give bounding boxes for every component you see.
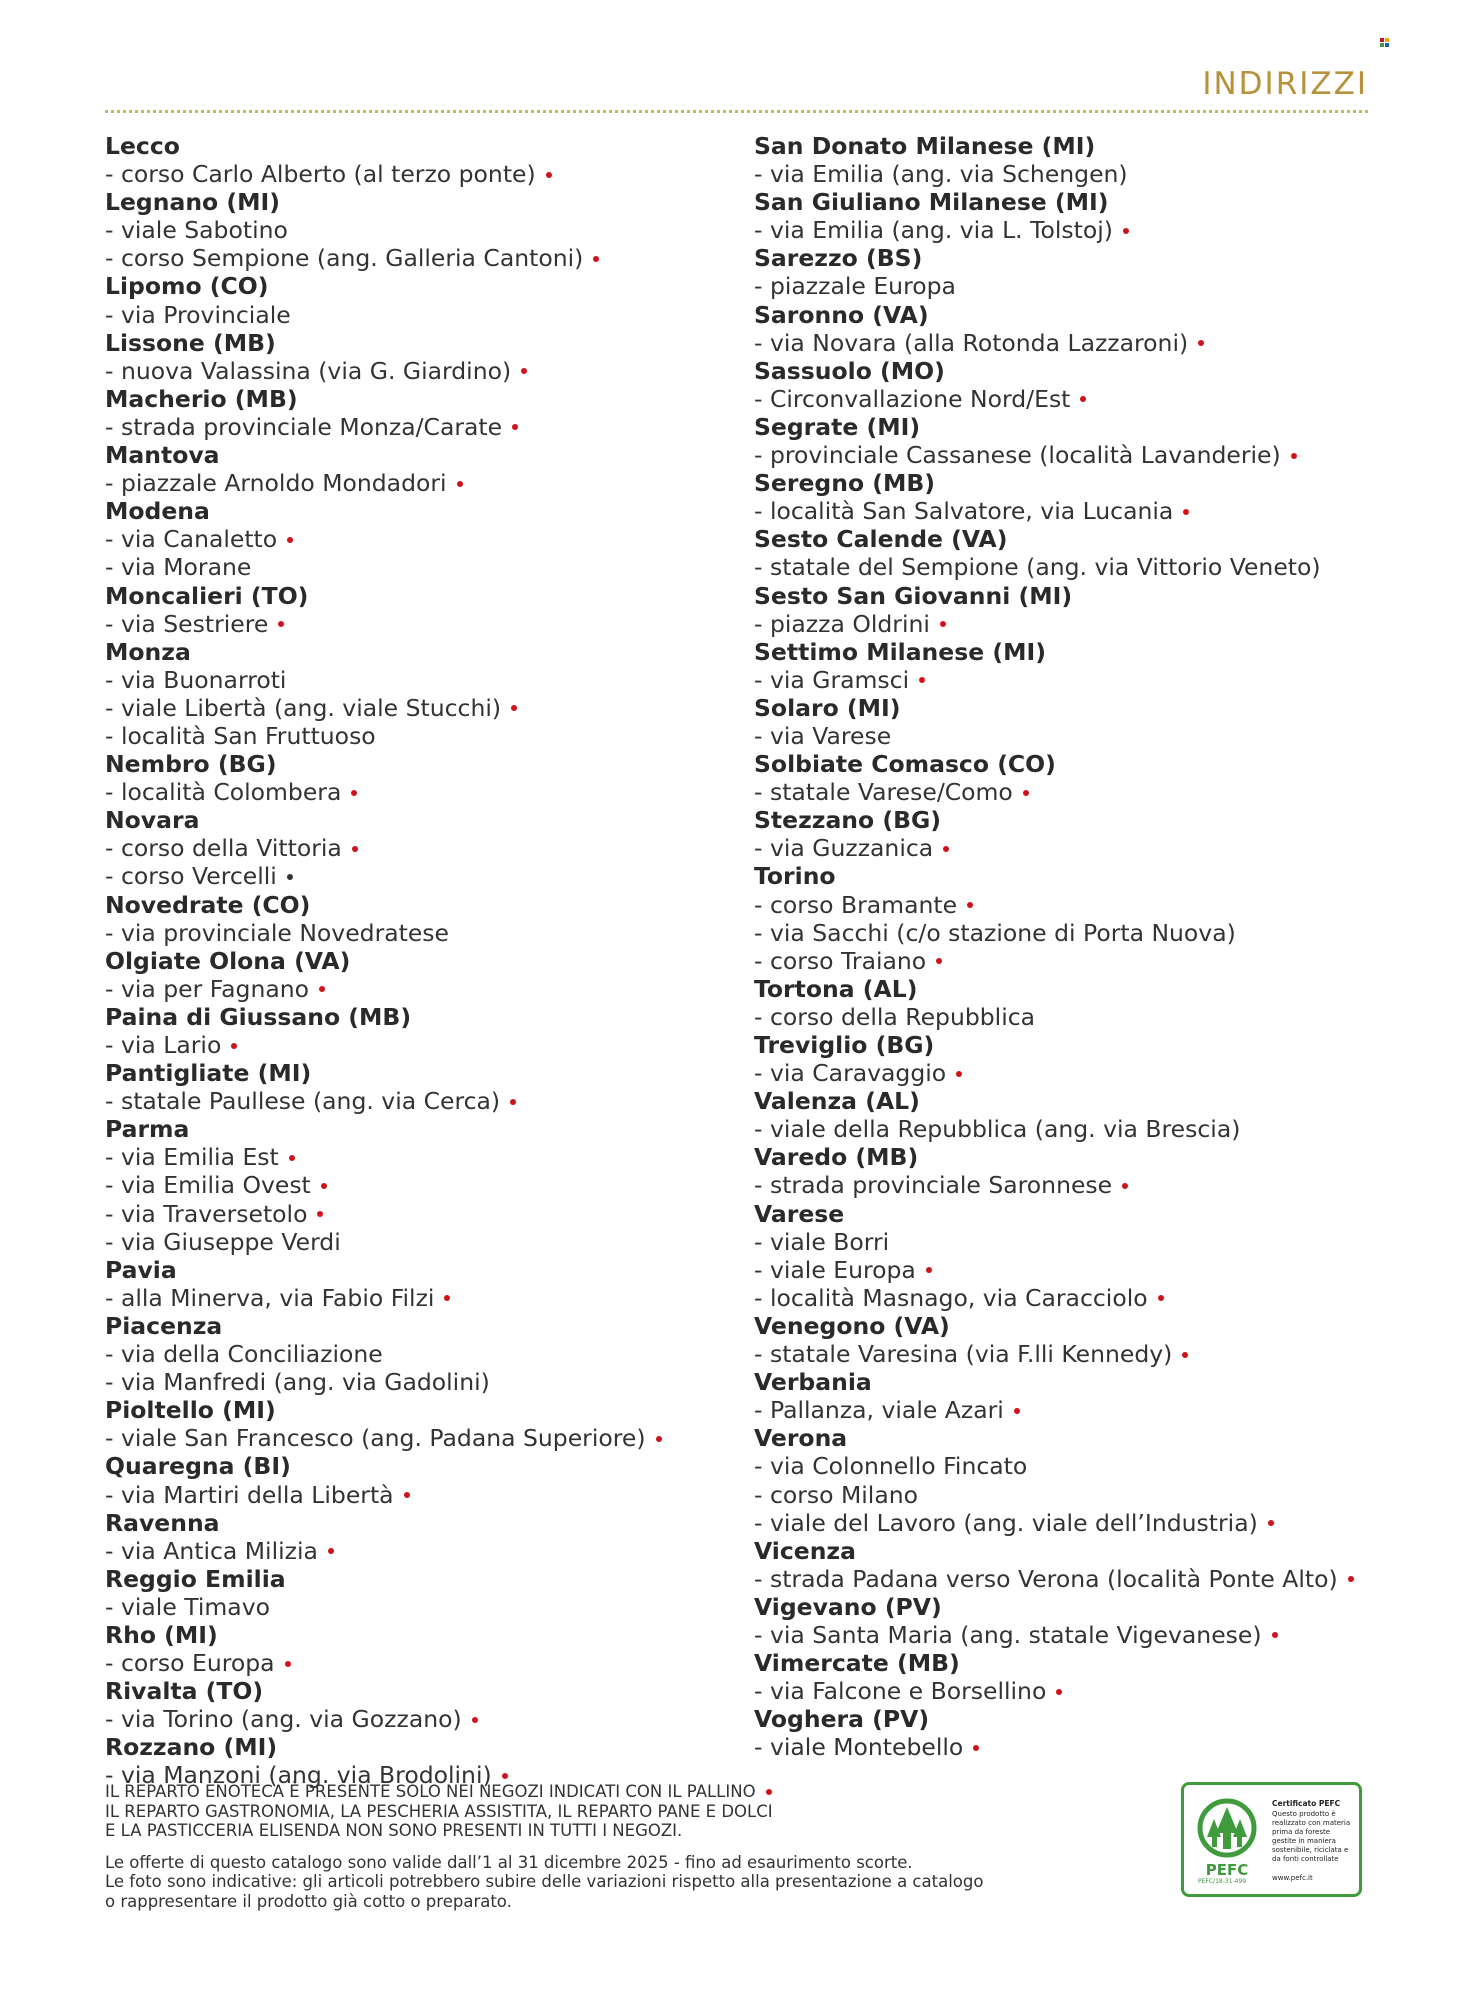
city-name: Sarezzo (BS) xyxy=(754,244,923,273)
store-address: - via Canaletto xyxy=(105,525,765,553)
city-name: Verbania xyxy=(754,1368,872,1397)
city-name: Macherio (MB) xyxy=(105,384,298,413)
red-dot-icon xyxy=(285,1661,291,1667)
store-address: - via Santa Maria (ang. statale Vigevanese) xyxy=(754,1621,1414,1649)
store-address: - via Sestriere xyxy=(105,610,765,638)
store-address: - via Manzoni (ang. via Brodolini) xyxy=(105,1761,765,1789)
store-address: - statale del Sempione (ang. via Vittorio Veneto) xyxy=(754,553,1321,582)
city-name: Lissone (MB) xyxy=(105,328,276,357)
store-address: - viale San Francesco (ang. Padana Superiore) xyxy=(105,1424,765,1452)
store-address: - statale Varesina (via F.lli Kennedy) xyxy=(754,1340,1414,1368)
store-address: - provinciale Cassanese (località Lavanderie) xyxy=(754,441,1414,469)
red-dot-icon xyxy=(444,1295,450,1301)
city-name: Settimo Milanese (MI) xyxy=(754,637,1046,666)
red-dot-icon xyxy=(1291,453,1297,459)
city-name: Moncalieri (TO) xyxy=(105,581,309,610)
footer-note: E LA PASTICCERIA ELISENDA NON SONO PRESENTI IN TUTTI I NEGOZI. xyxy=(105,1821,683,1840)
address-column-left xyxy=(105,132,765,1790)
city-name: Ravenna xyxy=(105,1508,220,1537)
store-address: - via Provinciale xyxy=(105,300,291,329)
city-name: Legnano (MI) xyxy=(105,188,280,217)
store-address: - via per Fagnano xyxy=(105,975,765,1003)
red-dot-icon xyxy=(1056,1689,1062,1695)
red-dot-icon xyxy=(919,677,925,683)
store-address: - via Guzzanica xyxy=(754,834,1414,862)
footer-disclaimer: Le offerte di questo catalogo sono valide dall’1 al 31 dicembre 2025 - fino ad esaurimento scorte. xyxy=(105,1852,913,1872)
red-dot-icon xyxy=(1080,396,1086,402)
store-address: - via Emilia (ang. via L. Tolstoj) xyxy=(754,216,1414,244)
red-dot-icon xyxy=(511,705,517,711)
red-dot-icon xyxy=(1198,340,1204,346)
city-name: Treviglio (BG) xyxy=(754,1031,935,1059)
city-name: Stezzano (BG) xyxy=(754,806,942,835)
address-column-right xyxy=(754,132,1414,1761)
red-dot-icon xyxy=(319,986,325,992)
store-address: - via Antica Milizia xyxy=(105,1537,765,1565)
city-name: Olgiate Olona (VA) xyxy=(105,946,351,975)
store-address: - viale del Lavoro (ang. viale dell’Industria) xyxy=(754,1509,1414,1537)
store-address: - via Sacchi (c/o stazione di Porta Nuova) xyxy=(754,918,1236,947)
city-name: Novara xyxy=(105,806,200,835)
red-dot-icon xyxy=(457,481,463,487)
store-address: - piazza Oldrini xyxy=(754,610,1414,638)
city-name: Varedo (MB) xyxy=(754,1143,919,1172)
store-address: - corso Milano xyxy=(754,1480,919,1509)
city-name: Modena xyxy=(105,497,210,526)
store-address: - via Emilia Est xyxy=(105,1143,765,1171)
red-dot-icon xyxy=(472,1717,478,1723)
red-dot-icon xyxy=(1123,228,1129,234)
red-dot-icon xyxy=(1014,1408,1020,1414)
store-address: - viale Europa xyxy=(754,1256,1414,1284)
red-dot-icon xyxy=(1268,1520,1274,1526)
store-address: - via provinciale Novedratese xyxy=(105,918,450,947)
pefc-code: PEFC/18-31-499 xyxy=(1198,1878,1247,1885)
city-name: Sesto Calende (VA) xyxy=(754,525,1008,554)
red-dot-icon xyxy=(593,256,599,262)
pefc-body: Questo prodotto è realizzato con materia prima da foreste gestite in maniera sostenibile, riciclata e da fonti controllate xyxy=(1272,1810,1351,1863)
store-address: - via Lario xyxy=(105,1031,765,1059)
store-address: - viale Sabotino xyxy=(105,216,288,245)
store-address: - corso della Repubblica xyxy=(754,1002,1036,1031)
red-dot-icon xyxy=(546,172,552,178)
store-address: - via della Conciliazione xyxy=(105,1340,383,1369)
red-dot-icon xyxy=(231,1043,237,1049)
city-name: Pavia xyxy=(105,1255,177,1284)
city-name: Rho (MI) xyxy=(105,1620,218,1649)
city-name: Parma xyxy=(105,1115,190,1144)
store-address: - corso della Vittoria xyxy=(105,834,765,862)
store-address: - località San Fruttuoso xyxy=(105,721,376,750)
footer-note: IL REPARTO GASTRONOMIA, LA PESCHERIA ASSISTITA, IL REPARTO PANE E DOLCI xyxy=(105,1801,773,1821)
store-address: - via Gramsci xyxy=(754,666,1414,694)
red-dot-icon xyxy=(404,1492,410,1498)
store-address: - via Emilia Ovest xyxy=(105,1171,765,1199)
city-name: San Donato Milanese (MI) xyxy=(754,132,1096,160)
city-name: Rozzano (MI) xyxy=(105,1733,278,1762)
red-dot-icon xyxy=(278,621,284,627)
city-name: Solaro (MI) xyxy=(754,693,901,722)
city-name: Pantigliate (MI) xyxy=(105,1059,312,1088)
red-dot-icon xyxy=(521,368,527,374)
store-address: - via Colonnello Fincato xyxy=(754,1452,1028,1481)
red-dot-icon xyxy=(289,1155,295,1161)
red-dot-icon xyxy=(317,1211,323,1217)
city-name: Reggio Emilia xyxy=(105,1564,286,1593)
red-dot-icon xyxy=(510,1099,516,1105)
city-name: Tortona (AL) xyxy=(754,974,918,1003)
red-dot-icon xyxy=(1122,1183,1128,1189)
store-address: - località Masnago, via Caracciolo xyxy=(754,1284,1414,1312)
city-name: Monza xyxy=(105,637,191,666)
divider xyxy=(105,110,1368,113)
store-address: - piazzale Europa xyxy=(754,272,956,301)
store-address: - corso Traiano xyxy=(754,947,1414,975)
city-name: Vigevano (PV) xyxy=(754,1592,942,1621)
city-name: Voghera (PV) xyxy=(754,1705,930,1734)
city-name: Paina di Giussano (MB) xyxy=(105,1002,412,1031)
pefc-tree-logo-icon xyxy=(1196,1797,1258,1887)
red-dot-icon xyxy=(287,537,293,543)
city-name: Saronno (VA) xyxy=(754,300,929,329)
red-dot-icon xyxy=(512,424,518,430)
red-dot-icon xyxy=(1272,1632,1278,1638)
city-name: Seregno (MB) xyxy=(754,469,936,498)
red-dot-icon xyxy=(1023,790,1029,796)
store-address: - località San Salvatore, via Lucania xyxy=(754,497,1414,525)
store-address: - via Falcone e Borsellino xyxy=(754,1677,1414,1705)
red-dot-icon xyxy=(936,958,942,964)
store-address: - strada Padana verso Verona (località Ponte Alto) xyxy=(754,1565,1414,1593)
city-name: Sassuolo (MO) xyxy=(754,356,945,385)
store-address: - corso Vercelli xyxy=(105,862,765,890)
store-address: - alla Minerva, via Fabio Filzi xyxy=(105,1284,765,1312)
footer-disclaimer: o rappresentare il prodotto già cotto o preparato. xyxy=(105,1891,512,1911)
footer-note: IL REPARTO ENOTECA È PRESENTE SOLO NEI NEGOZI INDICATI CON IL PALLINO xyxy=(105,1782,1145,1802)
store-address: - via Traversetolo xyxy=(105,1200,765,1228)
red-dot-icon xyxy=(321,1183,327,1189)
red-dot-icon xyxy=(352,846,358,852)
store-address: - via Torino (ang. via Gozzano) xyxy=(105,1705,765,1733)
footer-notes xyxy=(105,1782,1145,1911)
pefc-certification-badge xyxy=(1181,1782,1362,1897)
red-dot-icon xyxy=(766,1789,772,1795)
red-dot-icon xyxy=(926,1267,932,1273)
pefc-title: Certificato PEFC xyxy=(1272,1799,1341,1808)
store-address: - corso Carlo Alberto (al terzo ponte) xyxy=(105,160,765,188)
store-address: - Circonvallazione Nord/Est xyxy=(754,385,1414,413)
store-address: - via Emilia (ang. via Schengen) xyxy=(754,160,1128,189)
red-dot-icon xyxy=(973,1745,979,1751)
store-address: - via Martiri della Libertà xyxy=(105,1481,765,1509)
store-address: - via Manfredi (ang. via Gadolini) xyxy=(105,1368,490,1397)
store-address: - via Buonarroti xyxy=(105,665,287,694)
store-address: - via Caravaggio xyxy=(754,1059,1414,1087)
store-address: - strada provinciale Saronnese xyxy=(754,1171,1414,1199)
city-name: Sesto San Giovanni (MI) xyxy=(754,581,1073,610)
store-address: - località Colombera xyxy=(105,778,765,806)
red-dot-icon xyxy=(1182,1352,1188,1358)
city-name: Lecco xyxy=(105,132,180,160)
brand-mark-icon xyxy=(1380,38,1389,47)
city-name: Novedrate (CO) xyxy=(105,890,311,919)
city-name: Lipomo (CO) xyxy=(105,272,269,301)
red-dot-icon xyxy=(956,1071,962,1077)
store-address: - piazzale Arnoldo Mondadori xyxy=(105,469,765,497)
pefc-url: www.pefc.it xyxy=(1272,1874,1313,1882)
city-name: Verona xyxy=(754,1424,848,1453)
store-address: - viale Libertà (ang. viale Stucchi) xyxy=(105,694,765,722)
store-address: - statale Paullese (ang. via Cerca) xyxy=(105,1087,765,1115)
city-name: Vicenza xyxy=(754,1536,856,1565)
red-dot-icon xyxy=(351,790,357,796)
red-dot-icon xyxy=(656,1436,662,1442)
city-name: Vimercate (MB) xyxy=(754,1649,960,1678)
city-name: Rivalta (TO) xyxy=(105,1677,264,1706)
city-name: Pioltello (MI) xyxy=(105,1396,276,1425)
store-address: - strada provinciale Monza/Carate xyxy=(105,413,765,441)
city-name: Piacenza xyxy=(105,1311,223,1340)
red-dot-icon xyxy=(967,902,973,908)
store-address: - Pallanza, viale Azari xyxy=(754,1396,1414,1424)
red-dot-icon xyxy=(328,1548,334,1554)
store-address: - nuova Valassina (via G. Giardino) xyxy=(105,357,765,385)
page-title: INDIRIZZI xyxy=(1202,66,1368,102)
store-address: - via Varese xyxy=(754,721,892,750)
city-name: Solbiate Comasco (CO) xyxy=(754,750,1056,779)
store-address: - via Giuseppe Verdi xyxy=(105,1227,341,1256)
dark-dot-icon xyxy=(287,874,293,880)
store-address: - viale Borri xyxy=(754,1227,890,1256)
store-address: - viale Montebello xyxy=(754,1733,1414,1761)
red-dot-icon xyxy=(943,846,949,852)
store-address: - viale Timavo xyxy=(105,1592,270,1621)
city-name: Venegono (VA) xyxy=(754,1311,950,1340)
store-address: - corso Sempione (ang. Galleria Cantoni) xyxy=(105,244,765,272)
store-address: - via Novara (alla Rotonda Lazzaroni) xyxy=(754,329,1414,357)
store-address: - via Morane xyxy=(105,553,252,582)
city-name: Valenza (AL) xyxy=(754,1087,920,1116)
red-dot-icon xyxy=(1183,509,1189,515)
footer-disclaimer: Le foto sono indicative: gli articoli potrebbero subire delle variazioni rispetto alla presentazione a catalogo xyxy=(105,1872,984,1891)
city-name: Varese xyxy=(754,1199,845,1228)
city-name: Quaregna (BI) xyxy=(105,1452,291,1481)
pefc-description xyxy=(1272,1799,1356,1864)
red-dot-icon xyxy=(1158,1295,1164,1301)
city-name: Torino xyxy=(754,862,836,891)
city-name: Segrate (MI) xyxy=(754,412,921,441)
store-address: - viale della Repubblica (ang. via Brescia) xyxy=(754,1115,1241,1144)
red-dot-icon xyxy=(1348,1576,1354,1582)
store-address: - corso Bramante xyxy=(754,891,1414,919)
red-dot-icon xyxy=(940,621,946,627)
city-name: Nembro (BG) xyxy=(105,750,277,779)
red-dot-icon xyxy=(502,1773,508,1779)
store-address: - corso Europa xyxy=(105,1649,765,1677)
store-address: - statale Varese/Como xyxy=(754,778,1414,806)
city-name: San Giuliano Milanese (MI) xyxy=(754,188,1109,217)
pefc-logo-text: PEFC xyxy=(1205,1861,1249,1879)
city-name: Mantova xyxy=(105,441,220,470)
